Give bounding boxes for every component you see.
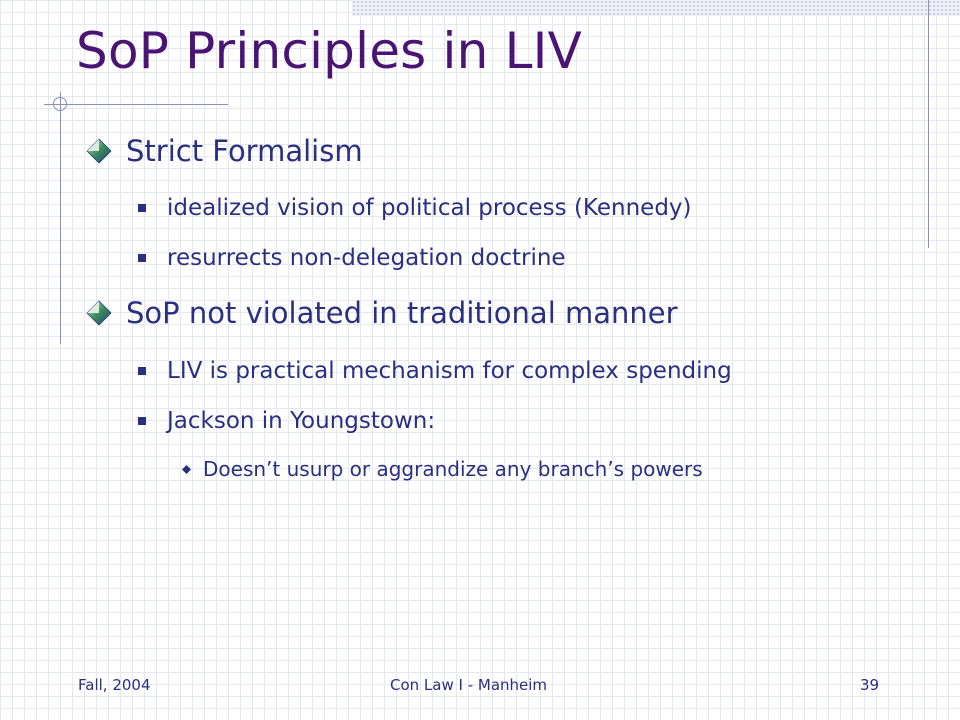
list-item-text: idealized vision of political process (Kennedy) (167, 195, 692, 221)
small-diamond-bullet-icon (182, 465, 191, 474)
sub-list-item (182, 456, 703, 482)
list-item (138, 193, 692, 223)
list-item-text: resurrects non-delegation doctrine (167, 245, 566, 271)
list-item-text: LIV is practical mechanism for complex spending (167, 358, 732, 384)
section-heading-text: Strict Formalism (126, 134, 363, 168)
sub-list-item-text: Doesn’t usurp or aggrandize any branch’s powers (203, 457, 703, 481)
square-bullet-icon (138, 254, 146, 262)
list-item (138, 356, 732, 386)
square-bullet-icon (138, 367, 146, 375)
section-heading-strict-formalism (86, 133, 363, 169)
diamond-bullet-icon (86, 300, 112, 326)
section-heading-text: SoP not violated in traditional manner (126, 296, 678, 330)
list-item (138, 406, 435, 436)
diamond-bullet-icon (86, 138, 112, 164)
square-bullet-icon (138, 417, 146, 425)
list-item (138, 243, 566, 273)
slide-title: SoP Principles in LIV (76, 22, 582, 80)
footer-date: Fall, 2004 (78, 676, 151, 694)
square-bullet-icon (138, 204, 146, 212)
footer-page-number: 39 (860, 676, 880, 694)
section-heading-sop-not-violated (86, 295, 678, 331)
list-item-text: Jackson in Youngstown: (167, 408, 436, 434)
footer-course: Con Law I - Manheim (390, 676, 548, 694)
